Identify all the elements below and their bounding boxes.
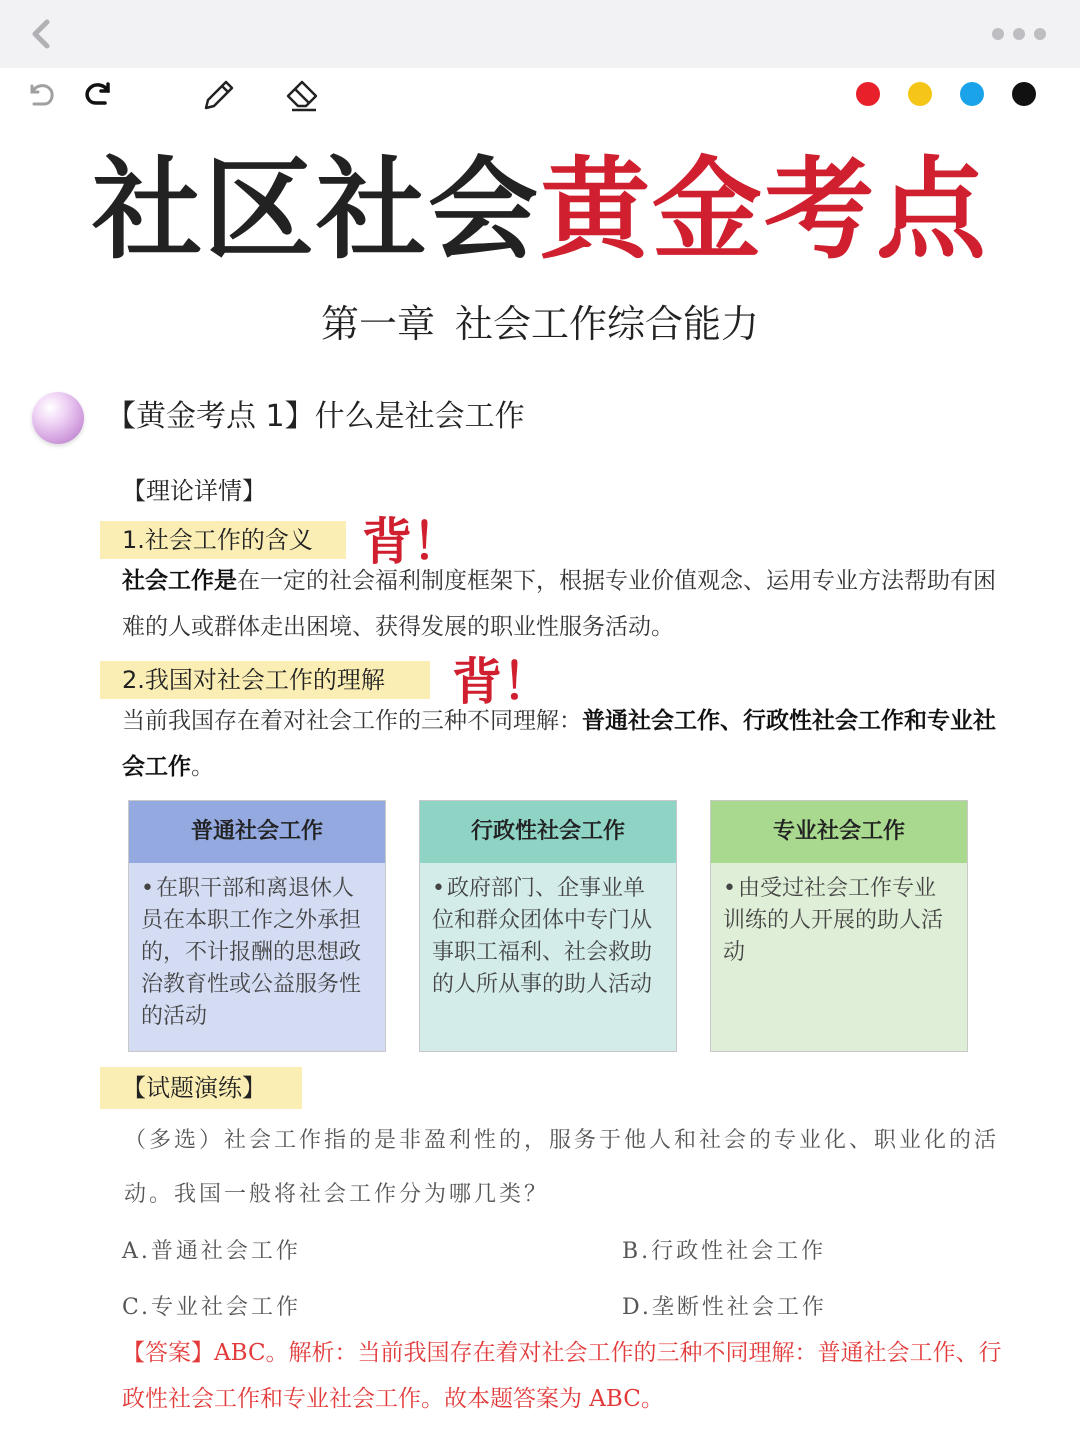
exercise-question xyxy=(72,1114,1012,1222)
pencil-icon[interactable] xyxy=(198,74,238,114)
redo-icon[interactable] xyxy=(78,74,118,114)
chevron-left-icon[interactable] xyxy=(22,14,62,54)
top-bar xyxy=(0,0,1080,68)
chapter-name: 社会工作综合能力 xyxy=(455,302,760,346)
question-text: （多选）社会工作指的是非盈利性的，服务于他人和社会的专业化、职业化的活动。我国一般将社会工作分为哪几类？ xyxy=(124,1128,1000,1207)
eraser-icon[interactable] xyxy=(282,74,322,114)
category-box-general xyxy=(128,800,386,1052)
color-swatch-yellow[interactable] xyxy=(908,82,932,106)
category-box-title: 普通社会工作 xyxy=(129,801,385,863)
option-b[interactable]: B.行政性社会工作 xyxy=(622,1239,827,1264)
color-swatch-black[interactable] xyxy=(1012,82,1036,106)
title-part2: 黄金考点 xyxy=(540,145,988,274)
page-title xyxy=(0,140,1080,280)
section1-paragraph xyxy=(72,558,1017,650)
section2-end: 。 xyxy=(191,754,214,780)
category-box-text: 在职干部和离退休人员在本职工作之外承担的，不计报酬的思想政治教育性或公益服务性的活动 xyxy=(141,876,362,1029)
exercise-label: 【试题演练】 xyxy=(100,1067,302,1109)
answer-text: 【答案】ABC。解析：当前我国存在着对社会工作的三种不同理解：普通社会工作、行政性社会工作和专业社会工作。故本题答案为 ABC。 xyxy=(122,1340,1002,1412)
category-box-body: •由受过社会工作专业训练的人开展的助人活动 xyxy=(723,876,944,965)
title-part1: 社区社会 xyxy=(92,145,540,274)
category-box-text: 由受过社会工作专业训练的人开展的助人活动 xyxy=(723,876,944,965)
section2-lead: 当前我国存在着对社会工作的三种不同理解： xyxy=(122,708,582,734)
chapter-subtitle xyxy=(0,298,1080,350)
section2-paragraph xyxy=(72,698,1017,790)
point-heading: 【黄金考点 1】什么是社会工作 xyxy=(106,399,525,434)
color-swatch-blue[interactable] xyxy=(960,82,984,106)
section1-label: 1.社会工作的含义 xyxy=(100,521,346,559)
section1-definition: 在一定的社会福利制度框架下，根据专业价值观念、运用专业方法帮助有困难的人或群体走出困境、获得发展的职业性服务活动。 xyxy=(122,568,996,640)
category-box-text: 政府部门、企事业单位和群众团体中专门从事职工福利、社会救助的人所从事的助人活动 xyxy=(432,876,653,997)
theory-label: 【理论详情】 xyxy=(122,477,266,505)
answer-explanation xyxy=(72,1330,1017,1422)
section1-note: 背！ xyxy=(362,512,462,571)
bullet-orb-icon xyxy=(32,392,84,444)
section2-bold: 普通社会工作、行政性社会工作和专业社会工作 xyxy=(122,707,996,780)
color-swatch-red[interactable] xyxy=(856,82,880,106)
category-box-professional xyxy=(710,800,968,1052)
option-a[interactable]: A.普通社会工作 xyxy=(122,1239,301,1264)
undo-icon[interactable] xyxy=(22,74,62,114)
category-box-title: 行政性社会工作 xyxy=(420,801,676,863)
category-box-body: •政府部门、企事业单位和群众团体中专门从事职工福利、社会救助的人所从事的助人活动 xyxy=(432,876,653,997)
more-dots-icon[interactable] xyxy=(992,28,1046,40)
section2-label: 2.我国对社会工作的理解 xyxy=(100,661,430,699)
option-c[interactable]: C.专业社会工作 xyxy=(122,1295,302,1320)
category-box-administrative xyxy=(419,800,677,1052)
category-box-body: •在职干部和离退休人员在本职工作之外承担的，不计报酬的思想政治教育性或公益服务性的活动 xyxy=(141,876,362,1029)
chapter-number: 第一章 xyxy=(320,302,435,346)
section2-note: 背！ xyxy=(452,652,552,711)
section1-term: 社会工作是 xyxy=(122,567,237,594)
option-d[interactable]: D.垄断性社会工作 xyxy=(622,1295,827,1320)
category-box-title: 专业社会工作 xyxy=(711,801,967,863)
